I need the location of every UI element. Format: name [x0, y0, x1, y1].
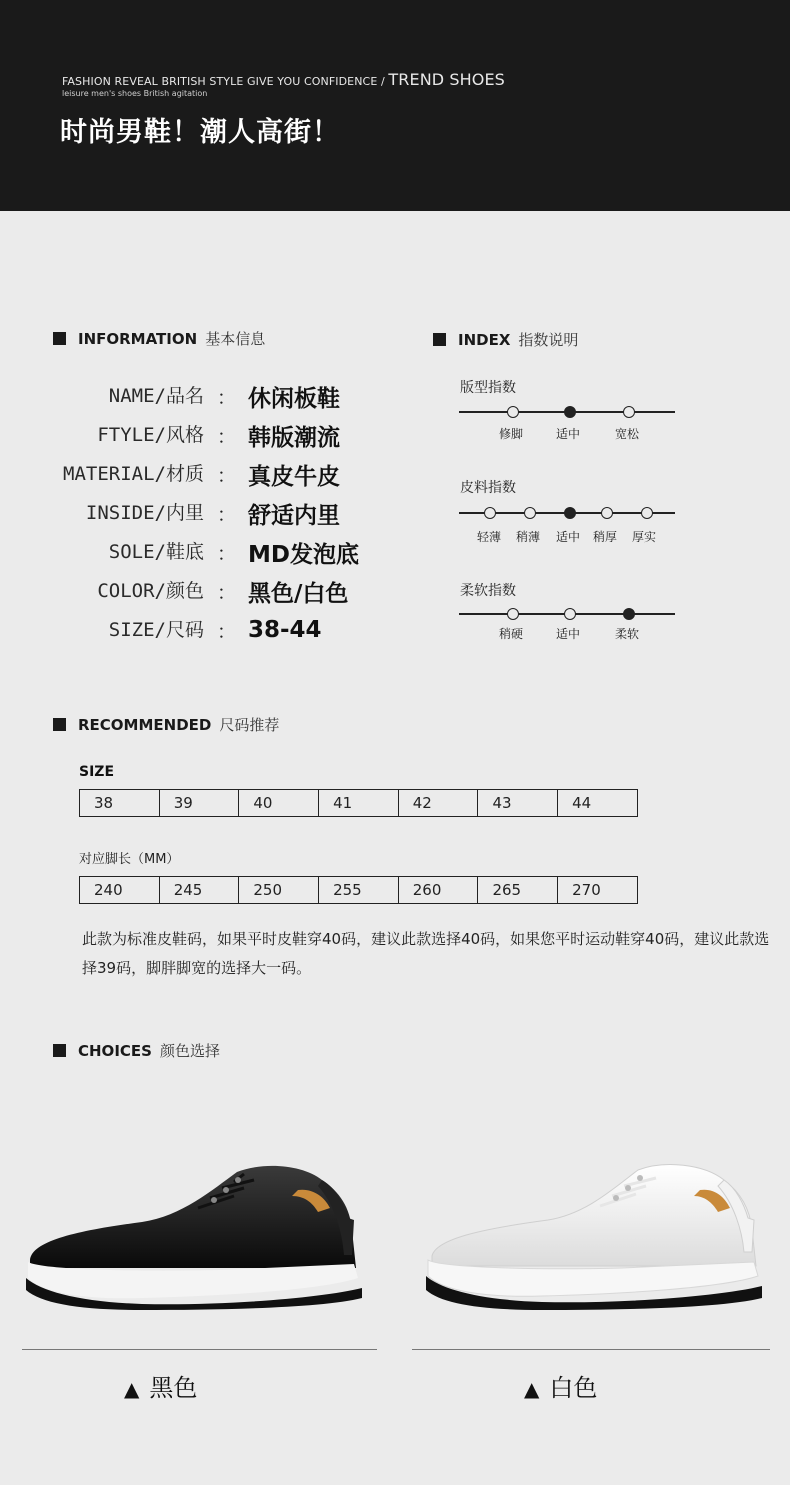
length-table-title: 对应脚长（MM）: [79, 852, 180, 867]
black-sneaker-icon: [22, 1160, 382, 1310]
size-cell: 41: [319, 790, 399, 817]
size-table: [79, 789, 638, 817]
scale-tick-label: 柔软: [615, 627, 640, 641]
choices-heading: [53, 1040, 220, 1061]
square-bullet-icon: [53, 332, 66, 345]
index-scale-title: 版型指数: [460, 380, 516, 396]
triangle-up-icon: ▲: [524, 1377, 540, 1401]
header-title: 时尚男鞋！潮人高街！: [60, 117, 340, 148]
index-heading-en: INDEX: [458, 330, 511, 349]
length-cell: 245: [159, 877, 239, 904]
info-label: SOLE/鞋底: [108, 541, 204, 563]
recommended-heading: [53, 714, 279, 735]
triangle-up-icon: ▲: [124, 1377, 140, 1401]
recommended-heading-en: RECOMMENDED: [78, 715, 212, 734]
size-cell: 42: [398, 790, 478, 817]
length-cell: 240: [80, 877, 160, 904]
information-heading-cn: 基本信息: [205, 330, 266, 348]
index-heading: [433, 329, 578, 350]
length-cell: 260: [398, 877, 478, 904]
color-option-label: 白色: [549, 1374, 598, 1402]
info-colon: ：: [217, 503, 237, 526]
info-value: 韩版潮流: [248, 424, 340, 451]
information-heading-en: INFORMATION: [78, 329, 198, 348]
info-label: FTYLE/风格: [97, 424, 204, 446]
size-cell: 38: [80, 790, 160, 817]
info-label: COLOR/颜色: [97, 580, 204, 602]
size-advice-note: 此款为标准皮鞋码，如果平时皮鞋穿40码，建议此款选择40码，如果您平时运动鞋穿40码，建议此款选择39码，脚胖脚宽的选择大一码。: [82, 930, 770, 977]
header-slogan-trend: TREND SHOES: [388, 70, 505, 89]
info-value: MD发泡底: [248, 541, 359, 568]
info-colon: ：: [217, 542, 237, 565]
divider: [412, 1349, 770, 1350]
scale-dot: [564, 608, 576, 620]
info-colon: ：: [217, 581, 237, 604]
header-slogan-text: FASHION REVEAL BRITISH STYLE GIVE YOU CONFIDENCE /: [62, 75, 385, 88]
info-value: 休闲板鞋: [248, 385, 340, 412]
color-option-black[interactable]: [124, 1368, 197, 1403]
table-row: [80, 790, 638, 817]
info-value: 真皮牛皮: [248, 463, 340, 490]
info-row-sole: [0, 537, 790, 567]
info-value: 黑色/白色: [248, 580, 349, 607]
color-option-label: 黑色: [149, 1374, 198, 1402]
info-label: NAME/品名: [108, 385, 204, 407]
recommended-heading-cn: 尺码推荐: [219, 716, 280, 734]
size-cell: 44: [558, 790, 638, 817]
length-cell: 250: [239, 877, 319, 904]
header-banner: [0, 0, 790, 211]
scale-tick-label: 适中: [556, 530, 581, 544]
header-slogan: [62, 70, 505, 89]
index-heading-cn: 指数说明: [518, 331, 579, 349]
info-label: INSIDE/内里: [85, 502, 204, 524]
index-scale-title: 皮料指数: [460, 480, 516, 496]
square-bullet-icon: [53, 718, 66, 731]
scale-dot: [601, 507, 613, 519]
scale-tick-label: 稍厚: [593, 530, 618, 544]
color-option-white[interactable]: [524, 1368, 597, 1403]
scale-tick-label: 稍硬: [499, 627, 524, 641]
choices-heading-en: CHOICES: [78, 1041, 152, 1060]
scale-dot-selected: [564, 507, 576, 519]
information-heading: [53, 328, 265, 349]
header-subtitle: leisure men's shoes British agitation: [62, 89, 208, 98]
size-cell: 40: [239, 790, 319, 817]
info-colon: ：: [217, 425, 237, 448]
table-row: [80, 877, 638, 904]
size-cell: 39: [159, 790, 239, 817]
scale-dot-selected: [623, 608, 635, 620]
info-label: SIZE/尺码: [108, 619, 204, 641]
scale-dot: [484, 507, 496, 519]
info-row-material: [0, 459, 790, 489]
scale-dot: [507, 608, 519, 620]
index-scale-title: 柔软指数: [460, 583, 516, 599]
size-cell: 43: [478, 790, 558, 817]
info-colon: ：: [217, 620, 237, 643]
scale-tick-label: 宽松: [615, 427, 640, 441]
length-table: [79, 876, 638, 904]
info-colon: ：: [217, 464, 237, 487]
info-row-name: [0, 381, 790, 411]
scale-dot-selected: [564, 406, 576, 418]
scale-dot: [524, 507, 536, 519]
divider: [22, 1349, 377, 1350]
scale-tick-label: 厚实: [632, 530, 657, 544]
length-cell: 255: [319, 877, 399, 904]
white-sneaker-icon: [418, 1160, 778, 1310]
scale-dot: [507, 406, 519, 418]
size-table-title: SIZE: [79, 764, 115, 780]
scale-tick-label: 轻薄: [477, 530, 502, 544]
choices-heading-cn: 颜色选择: [159, 1042, 220, 1060]
info-row-size: [0, 615, 790, 645]
length-cell: 270: [558, 877, 638, 904]
info-row-style: [0, 420, 790, 450]
scale-dot: [641, 507, 653, 519]
square-bullet-icon: [433, 333, 446, 346]
scale-tick-label: 修脚: [499, 427, 524, 441]
info-row-color: [0, 576, 790, 606]
square-bullet-icon: [53, 1044, 66, 1057]
scale-tick-label: 适中: [556, 427, 581, 441]
info-value: 舒适内里: [248, 502, 340, 529]
scale-tick-label: 稍薄: [516, 530, 541, 544]
scale-tick-label: 适中: [556, 627, 581, 641]
info-value: 38-44: [248, 617, 322, 643]
length-cell: 265: [478, 877, 558, 904]
info-colon: ：: [217, 386, 237, 409]
info-label: MATERIAL/材质: [63, 463, 204, 485]
scale-dot: [623, 406, 635, 418]
